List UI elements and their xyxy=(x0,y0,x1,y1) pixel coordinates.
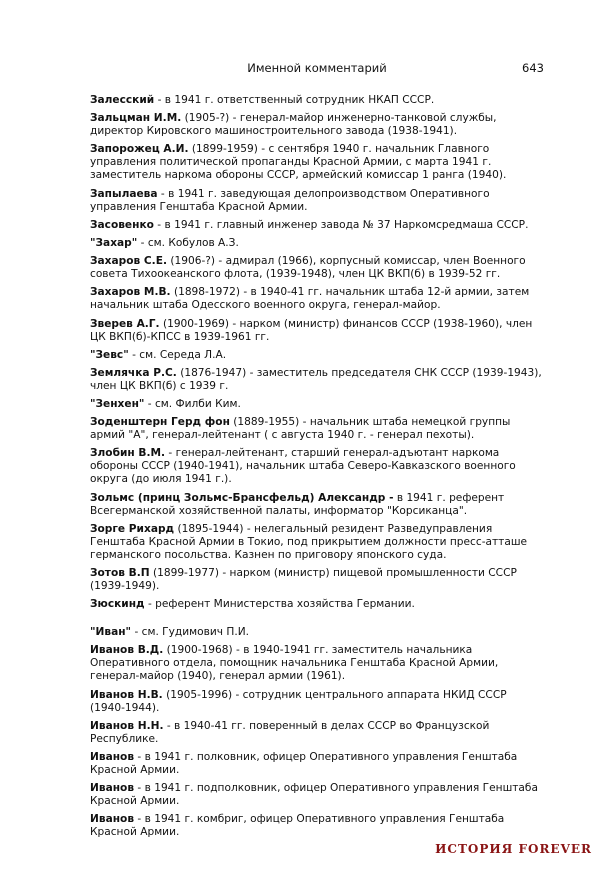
entry-text: (1876-1947) - заместитель председателя СНК СССР (1939-1943), член ЦК ВКП(б) с 1939 г. xyxy=(90,366,542,392)
page-number: 643 xyxy=(522,61,544,75)
entry-zaltsman xyxy=(90,112,544,138)
entry-name: Иванов xyxy=(90,813,135,826)
entry-zalessky xyxy=(90,94,544,107)
entry-name: Зорге Рихард xyxy=(90,522,175,535)
entry-text: (1906-?) - адмирал (1966), корпусный комиссар, член Военного совета Тихоокеанского флота, (1939-1948), член ЦК ВКП(б) в 1939-52 гг. xyxy=(90,255,526,281)
entry-name: "Захар" xyxy=(90,236,138,249)
commentary-list xyxy=(90,94,544,845)
entry-text: (1895-1944) - нелегальный резидент Разведуправления Генштаба Красной Армии в Токио, под прикрытием должности пресс-атташе германского посольства. Казнен по приговору японского суда. xyxy=(90,522,528,561)
entry-ivan xyxy=(90,626,544,639)
entry-text: - генерал-лейтенант, старший генерал-адъютант наркома обороны СССР (1940-1941), начальник штаба Северо-Кавказского военного округа (до июля 1941 г.). xyxy=(90,447,516,486)
entry-name: Зоденштерн Герд фон xyxy=(90,416,230,429)
entry-zakharov-se xyxy=(90,255,544,281)
entry-name: "Иван" xyxy=(90,626,132,639)
entry-text: - в 1941 г. главный инженер завода № 37 Наркомсредмаша СССР. xyxy=(153,218,529,231)
entry-text: - в 1941 г. комбриг, офицер Оперативного управления Генштаба Красной Армии. xyxy=(90,813,505,839)
entry-zorge xyxy=(90,523,544,562)
entry-text: - см. Кобулов А.З. xyxy=(137,236,239,249)
entry-name: Землячка Р.С. xyxy=(90,366,177,379)
entry-text: (1899-1977) - нарком (министр) пищевой промышленности СССР (1939-1949). xyxy=(90,567,517,592)
entry-name: Иванов В.Д. xyxy=(90,644,164,657)
entry-name: Злобин В.М. xyxy=(90,447,166,460)
entry-zasovenko xyxy=(90,219,544,232)
running-header xyxy=(90,60,544,76)
entry-zyuskind xyxy=(90,598,544,611)
entry-name: Зверев А.Г. xyxy=(90,317,160,330)
entry-name: Захаров М.В. xyxy=(90,286,171,299)
entry-name: Зотов В.П xyxy=(90,567,150,579)
entry-ivanov-vd xyxy=(90,644,544,683)
entry-zakhar xyxy=(90,237,544,250)
entry-text: (1889-1955) - начальник штаба немецкой группы армий "А", генерал-лейтенант ( с августа 1940 г. - генерал пехоты). xyxy=(90,416,511,442)
entry-text: - см. Середа Л.А. xyxy=(128,348,227,361)
entry-zapylaeva xyxy=(90,188,544,214)
entry-text: - в 1941 г. заведующая делопроизводством Оперативного управления Генштаба Красной Армии. xyxy=(90,187,490,213)
entry-zlobin xyxy=(90,447,544,486)
entry-name: Иванов xyxy=(90,750,135,763)
entry-ivanov-colonel xyxy=(90,751,544,777)
entry-text: - в 1941 г. полковник, офицер Оперативного управления Генштаба Красной Армии. xyxy=(90,750,518,776)
entry-ivanov-nn xyxy=(90,720,544,746)
entry-name: Запорожец А.И. xyxy=(90,143,189,156)
entry-zolms xyxy=(90,492,544,518)
entry-zenkhen xyxy=(90,398,544,411)
entry-name: Иванов Н.Н. xyxy=(90,719,164,732)
entry-text: (1905-1996) - сотрудник центрального аппарата НКИД СССР (1940-1944). xyxy=(90,688,507,714)
entry-name: Зальцман И.М. xyxy=(90,112,182,125)
entry-text: в 1941 г. референт Всегерманской хозяйственной палаты, информатор "Корсиканца". xyxy=(90,491,505,517)
entry-text: (1899-1959) - с сентября 1940 г. начальник Главного управления политической пропаганды Красной Армии, с марта 1941 г. заместитель наркома обороны СССР, армейский комиссар 1 ранга (1940). xyxy=(90,143,507,182)
entry-ivanov-kombrig xyxy=(90,813,544,839)
entry-ivanov-nv xyxy=(90,689,544,715)
entry-name: Зольмс (принц Зольмс-Брансфельд) Александр - xyxy=(90,491,394,504)
entry-zaporozhets xyxy=(90,143,544,182)
entry-text: (1905-?) - генерал-майор инженерно-танковой службы, директор Кировского машиностроительного завода (1938-1941). xyxy=(90,112,497,138)
entry-text: (1900-1968) - в 1940-1941 гг. заместитель начальника Оперативного отдела, помощник начальника Генштаба Красной Армии, генерал-майор (1940), генерал армии (1961). xyxy=(90,644,499,683)
entry-name: "Зенхен" xyxy=(90,398,145,411)
entry-zverev xyxy=(90,318,544,344)
entry-zemlyachka xyxy=(90,367,544,393)
entry-text: (1900-1969) - нарком (министр) финансов СССР (1938-1960), член ЦК ВКП(б)-КПСС в 1939-1961 гг. xyxy=(90,317,533,343)
entry-text: - см. Гудимович П.И. xyxy=(131,626,249,639)
entry-text: - см. Филби Ким. xyxy=(144,398,241,411)
entry-name: Иванов xyxy=(90,782,135,795)
entry-name: Захаров С.Е. xyxy=(90,255,167,268)
entry-ivanov-lt-colonel xyxy=(90,782,544,808)
publisher-logo: ИСТОРИЯ FOREVER xyxy=(435,842,592,856)
entry-zodenshtern xyxy=(90,416,544,442)
entry-text: - в 1941 г. подполковник, офицер Оперативного управления Генштаба Красной Армии. xyxy=(90,782,538,808)
entry-name: "Зевс" xyxy=(90,348,129,361)
entry-name: Запылаева xyxy=(90,187,158,200)
entry-text: - в 1941 г. ответственный сотрудник НКАП СССР. xyxy=(154,94,435,106)
entry-name: Иванов Н.В. xyxy=(90,688,163,701)
entry-text: - в 1940-41 гг. поверенный в делах СССР во Французской Республике. xyxy=(90,719,490,745)
running-header-title: Именной комментарий xyxy=(247,61,387,75)
entry-text: (1898-1972) - в 1940-41 гг. начальник штаба 12-й армии, затем начальник штаба Одесского военного округа, генерал-майор. xyxy=(90,286,530,312)
entry-name: Засовенко xyxy=(90,218,154,231)
entry-zevs xyxy=(90,349,544,362)
entry-name: Зюскинд xyxy=(90,598,145,611)
entry-name: Залесский xyxy=(90,94,155,106)
entry-zakharov-mv xyxy=(90,286,544,312)
entry-text: - референт Министерства хозяйства Германии. xyxy=(144,598,415,611)
entry-zotov xyxy=(90,567,544,593)
